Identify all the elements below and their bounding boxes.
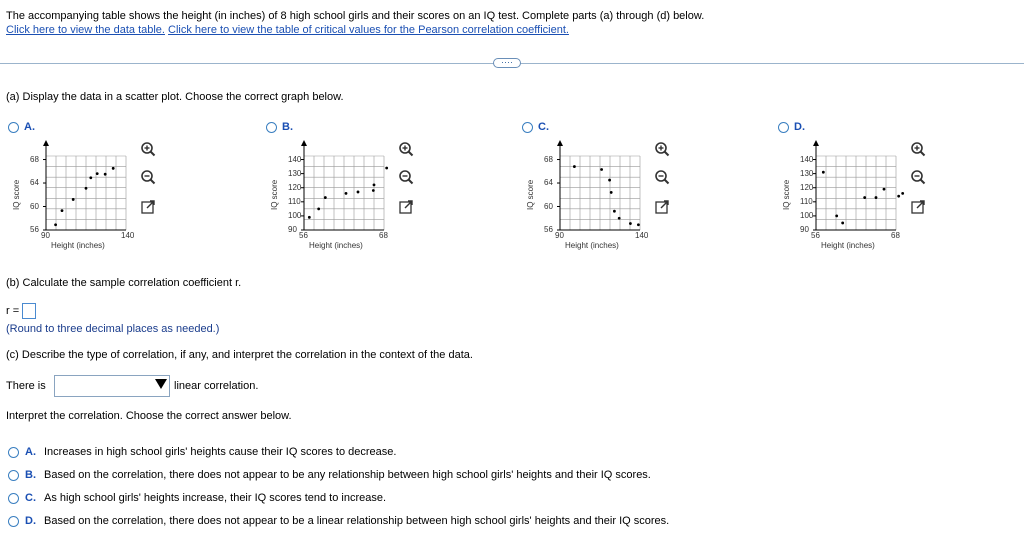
data-point bbox=[72, 198, 75, 201]
x-tick-label: 90 bbox=[555, 231, 564, 240]
y-tick-label: 120 bbox=[288, 182, 302, 192]
data-point bbox=[345, 192, 348, 195]
option-radio[interactable] bbox=[8, 493, 19, 504]
there-is-label: There is bbox=[6, 380, 46, 392]
y-tick-label: 68 bbox=[544, 154, 553, 164]
question-links bbox=[6, 24, 569, 36]
x-tick-label: 140 bbox=[635, 231, 649, 240]
option-text: Based on the correlation, there does not appear to be any relationship between high school girls' heights and their IQ scores. bbox=[44, 469, 651, 481]
y-tick-label: 60 bbox=[30, 201, 39, 211]
question-intro: The accompanying table shows the height (in inches) of 8 high school girls and their scores on an IQ test. Complete parts (a) through (d) below. bbox=[6, 10, 705, 22]
interpretation-option-b[interactable] bbox=[8, 469, 651, 481]
y-tick-label: 68 bbox=[30, 154, 39, 164]
data-point bbox=[610, 191, 613, 194]
x-tick-label: 140 bbox=[121, 231, 135, 240]
y-axis-arrow bbox=[301, 140, 307, 146]
y-axis-title: IQ score bbox=[526, 179, 535, 210]
critical-values-link[interactable]: Click here to view the table of critical values for the Pearson correlation coefficient. bbox=[168, 24, 569, 36]
correlation-type-select[interactable] bbox=[54, 375, 170, 397]
data-point bbox=[85, 187, 88, 190]
data-point bbox=[112, 167, 115, 170]
part-b-prompt: (b) Calculate the sample correlation coefficient r. bbox=[6, 277, 242, 289]
y-axis-arrow bbox=[43, 140, 49, 146]
popout-icon[interactable] bbox=[653, 198, 671, 216]
y-tick-label: 64 bbox=[544, 178, 553, 188]
option-radio[interactable] bbox=[8, 470, 19, 481]
option-letter: D. bbox=[25, 515, 36, 527]
x-tick-label: 68 bbox=[379, 231, 388, 240]
x-axis-title: Height (inches) bbox=[821, 241, 875, 250]
r-answer-input[interactable] bbox=[22, 303, 36, 319]
scatter-plot bbox=[6, 118, 246, 263]
zoom-out-icon[interactable] bbox=[909, 168, 927, 186]
zoom-in-icon[interactable] bbox=[653, 140, 671, 158]
data-point bbox=[822, 171, 825, 174]
y-tick-label: 110 bbox=[800, 196, 813, 206]
y-axis-title: IQ score bbox=[782, 179, 791, 210]
data-point bbox=[629, 222, 632, 225]
data-point bbox=[901, 192, 904, 195]
data-point bbox=[104, 173, 107, 176]
data-point bbox=[317, 207, 320, 210]
part-a-prompt: (a) Display the data in a scatter plot. Choose the correct graph below. bbox=[6, 91, 344, 103]
graph-option-letter: D. bbox=[794, 121, 805, 133]
data-point bbox=[600, 168, 603, 171]
graph-option-b bbox=[264, 118, 504, 263]
option-letter: C. bbox=[25, 492, 36, 504]
graph-option-c bbox=[520, 118, 760, 263]
y-tick-label: 120 bbox=[800, 182, 814, 192]
data-point bbox=[308, 216, 311, 219]
x-axis-title: Height (inches) bbox=[51, 241, 105, 250]
y-tick-label: 56 bbox=[544, 225, 553, 234]
data-point bbox=[357, 191, 360, 194]
data-point bbox=[324, 196, 327, 199]
rounding-note: (Round to three decimal places as needed.) bbox=[6, 323, 220, 335]
option-text: Based on the correlation, there does not appear to be a linear relationship between high school girls' heights and their IQ scores. bbox=[44, 515, 670, 527]
expand-button[interactable]: ···· bbox=[493, 58, 521, 68]
zoom-out-icon[interactable] bbox=[139, 168, 157, 186]
data-point bbox=[883, 188, 886, 191]
data-point bbox=[897, 195, 900, 198]
y-tick-label: 140 bbox=[288, 154, 302, 164]
interpret-prompt: Interpret the correlation. Choose the correct answer below. bbox=[6, 410, 292, 422]
data-point bbox=[613, 210, 616, 213]
y-tick-label: 130 bbox=[288, 168, 302, 178]
y-tick-label: 100 bbox=[288, 210, 302, 220]
data-point bbox=[618, 217, 621, 220]
graph-option-letter: A. bbox=[24, 121, 35, 133]
dropdown-arrow-icon bbox=[155, 379, 167, 389]
data-point bbox=[54, 223, 57, 226]
data-point bbox=[835, 215, 838, 218]
x-axis-title: Height (inches) bbox=[309, 241, 363, 250]
x-tick-label: 56 bbox=[811, 231, 820, 240]
zoom-out-icon[interactable] bbox=[397, 168, 415, 186]
x-tick-label: 68 bbox=[891, 231, 900, 240]
popout-icon[interactable] bbox=[909, 198, 927, 216]
data-point bbox=[841, 222, 844, 225]
popout-icon[interactable] bbox=[139, 198, 157, 216]
x-tick-label: 90 bbox=[41, 231, 50, 240]
y-tick-label: 100 bbox=[800, 210, 814, 220]
option-radio[interactable] bbox=[8, 516, 19, 527]
data-point bbox=[89, 176, 92, 179]
y-tick-label: 140 bbox=[800, 154, 814, 164]
part-c-prompt: (c) Describe the type of correlation, if any, and interpret the correlation in the context of the data. bbox=[6, 349, 473, 361]
interpretation-option-d[interactable] bbox=[8, 515, 669, 527]
graph-option-letter: C. bbox=[538, 121, 549, 133]
option-radio[interactable] bbox=[8, 447, 19, 458]
option-text: As high school girls' heights increase, their IQ scores tend to increase. bbox=[44, 492, 387, 504]
data-point bbox=[373, 183, 376, 186]
zoom-in-icon[interactable] bbox=[139, 140, 157, 158]
zoom-in-icon[interactable] bbox=[397, 140, 415, 158]
y-tick-label: 90 bbox=[288, 225, 297, 234]
after-select-label: linear correlation. bbox=[174, 380, 259, 392]
data-point bbox=[61, 209, 64, 212]
data-point bbox=[608, 179, 611, 182]
zoom-out-icon[interactable] bbox=[653, 168, 671, 186]
graph-option-d bbox=[776, 118, 1016, 263]
data-point bbox=[573, 165, 576, 168]
x-axis-title: Height (inches) bbox=[565, 241, 619, 250]
y-axis-arrow bbox=[557, 140, 563, 146]
y-tick-label: 60 bbox=[544, 201, 553, 211]
option-letter: A. bbox=[25, 446, 36, 458]
data-point bbox=[385, 167, 388, 170]
interpretation-option-a[interactable] bbox=[8, 446, 396, 458]
x-tick-label: 56 bbox=[299, 231, 308, 240]
y-tick-label: 56 bbox=[30, 225, 39, 234]
y-axis-title: IQ score bbox=[12, 179, 21, 210]
graph-option-a bbox=[6, 118, 246, 263]
y-tick-label: 130 bbox=[800, 168, 814, 178]
r-label: r = bbox=[6, 305, 20, 317]
popout-icon[interactable] bbox=[397, 198, 415, 216]
data-table-link[interactable]: Click here to view the data table. bbox=[6, 24, 165, 36]
data-point bbox=[96, 172, 99, 175]
zoom-in-icon[interactable] bbox=[909, 140, 927, 158]
interpretation-option-c[interactable] bbox=[8, 492, 386, 504]
y-axis-arrow bbox=[813, 140, 819, 146]
option-letter: B. bbox=[25, 469, 36, 481]
data-point bbox=[863, 196, 866, 199]
scatter-plot bbox=[520, 118, 760, 263]
y-axis-title: IQ score bbox=[270, 179, 279, 210]
data-point bbox=[372, 189, 375, 192]
y-tick-label: 64 bbox=[30, 178, 39, 188]
data-point bbox=[637, 223, 640, 226]
y-tick-label: 110 bbox=[288, 196, 301, 206]
data-point bbox=[875, 196, 878, 199]
option-text: Increases in high school girls' heights cause their IQ scores to decrease. bbox=[44, 446, 397, 458]
y-tick-label: 90 bbox=[800, 225, 809, 234]
graph-option-letter: B. bbox=[282, 121, 293, 133]
